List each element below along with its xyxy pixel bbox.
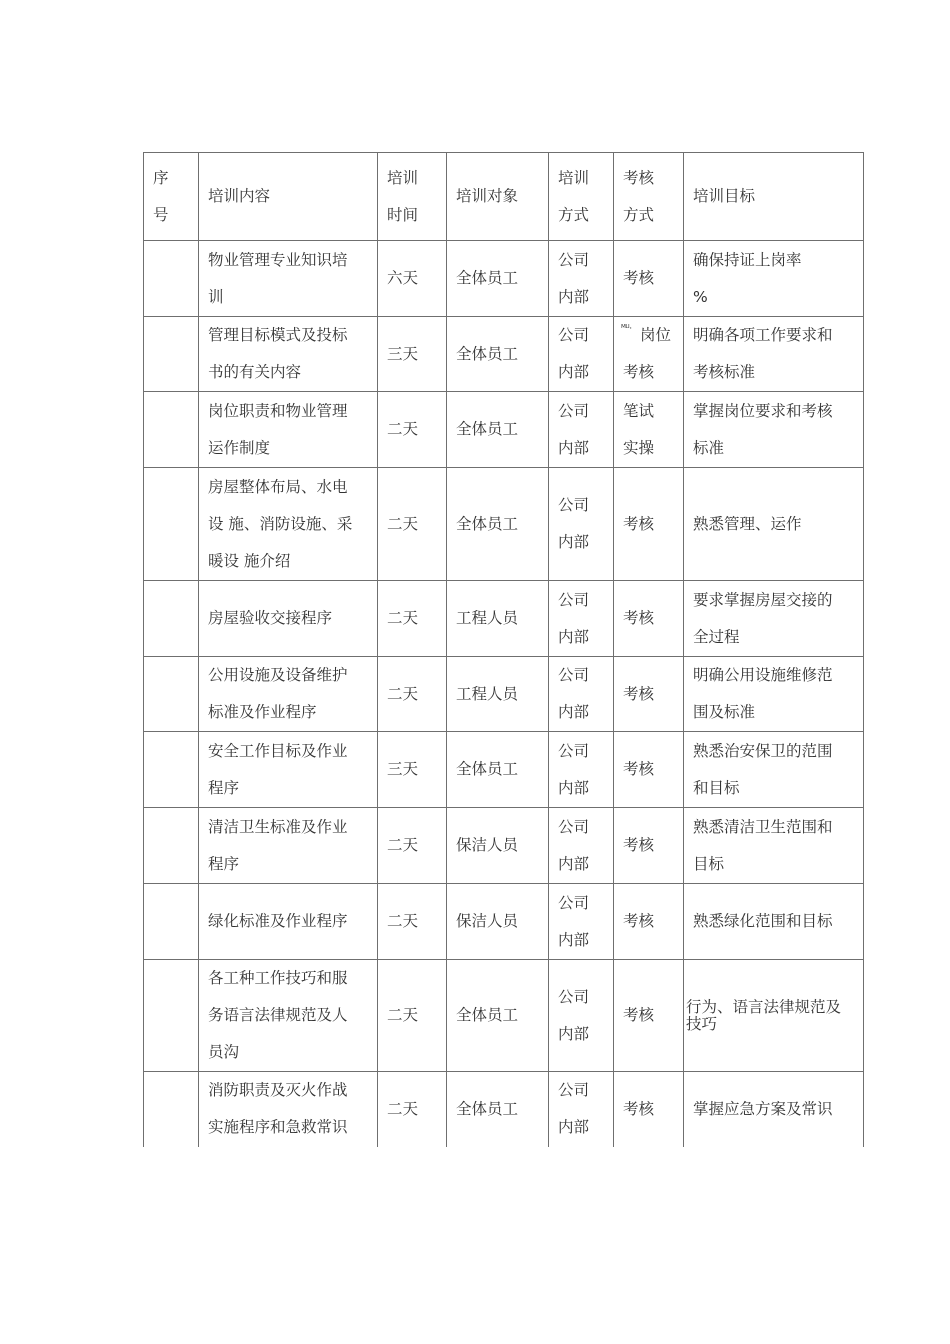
cell-content: 公用设施及设备维护 标准及作业程序 [199,657,378,732]
cell-method: 公司 内部 [549,392,614,468]
cell-seq [144,808,199,884]
cell-assessment: 考核 [614,732,684,808]
cell-assessment: ᴹᴸᴵ· 岗位 考核 [614,317,684,392]
cell-duration: 二天 [378,657,447,732]
cell-assessment: 考核 [614,884,684,960]
table-row [144,581,864,657]
table-row [144,657,864,732]
cell-method: 公司 内部 [549,317,614,392]
table-row [144,884,864,960]
cell-content: 管理目标模式及投标 书的有关内容 [199,317,378,392]
cell-target: 工程人员 [447,657,549,732]
cell-assessment: 考核 [614,960,684,1072]
table-row [144,392,864,468]
cell-seq [144,468,199,581]
cell-content: 绿化标准及作业程序 [199,884,378,960]
header-target: 培训对象 [447,153,549,241]
cell-target: 全体员工 [447,392,549,468]
table-row [144,317,864,392]
cell-method: 公司 内部 [549,657,614,732]
cell-content: 清洁卫生标准及作业 程序 [199,808,378,884]
cell-target: 全体员工 [447,960,549,1072]
cell-target: 保洁人员 [447,884,549,960]
cell-duration: 二天 [378,581,447,657]
cell-seq [144,732,199,808]
cell-duration: 二天 [378,960,447,1072]
table-header-row [144,153,864,241]
table-row [144,241,864,317]
cell-goal: 熟悉管理、运作 [684,468,864,581]
cell-goal: 确保持证上岗率 % [684,241,864,317]
cell-target: 保洁人员 [447,808,549,884]
training-plan-table [143,152,864,1147]
cell-duration: 六天 [378,241,447,317]
cell-seq [144,581,199,657]
cell-method: 公司 内部 [549,468,614,581]
cell-content: 消防职责及灭火作战 实施程序和急救常识 [199,1072,378,1147]
cell-duration: 二天 [378,1072,447,1147]
cell-assessment: 笔试 实操 [614,392,684,468]
cell-seq [144,1072,199,1147]
cell-seq [144,884,199,960]
header-duration: 培训 时间 [378,153,447,241]
table-row [144,1072,864,1147]
cell-seq [144,960,199,1072]
cell-content: 物业管理专业知识培 训 [199,241,378,317]
cell-target: 全体员工 [447,317,549,392]
cell-target: 全体员工 [447,241,549,317]
cell-goal: 熟悉治安保卫的范围 和目标 [684,732,864,808]
header-method: 培训 方式 [549,153,614,241]
cell-duration: 二天 [378,468,447,581]
assessment-prefix-mark: ᴹᴸᴵ· [621,324,632,334]
header-content: 培训内容 [199,153,378,241]
header-assessment: 考核 方式 [614,153,684,241]
cell-duration: 二天 [378,808,447,884]
header-goal: 培训目标 [684,153,864,241]
cell-goal: 要求掌握房屋交接的 全过程 [684,581,864,657]
cell-goal: 行为、语言法律规范及 技巧 [684,960,864,1072]
cell-assessment: 考核 [614,468,684,581]
cell-duration: 二天 [378,884,447,960]
cell-goal: 掌握岗位要求和考核 标准 [684,392,864,468]
cell-assessment: 考核 [614,241,684,317]
cell-content: 岗位职责和物业管理 运作制度 [199,392,378,468]
cell-seq [144,392,199,468]
cell-method: 公司 内部 [549,960,614,1072]
cell-content: 房屋整体布局、水电 设 施、消防设施、采 暖设 施介绍 [199,468,378,581]
cell-assessment: 考核 [614,581,684,657]
table-row [144,960,864,1072]
table-row [144,468,864,581]
cell-content: 各工种工作技巧和服 务语言法律规范及人 员沟 [199,960,378,1072]
cell-goal: 明确各项工作要求和 考核标准 [684,317,864,392]
cell-goal: 熟悉绿化范围和目标 [684,884,864,960]
cell-goal: 掌握应急方案及常识 [684,1072,864,1147]
cell-method: 公司 内部 [549,732,614,808]
cell-method: 公司 内部 [549,241,614,317]
header-seq: 序 号 [144,153,199,241]
cell-assessment: 考核 [614,1072,684,1147]
cell-seq [144,657,199,732]
cell-assessment: 考核 [614,657,684,732]
cell-method: 公司 内部 [549,1072,614,1147]
cell-target: 全体员工 [447,732,549,808]
cell-content: 房屋验收交接程序 [199,581,378,657]
cell-method: 公司 内部 [549,884,614,960]
cell-duration: 三天 [378,317,447,392]
cell-seq [144,317,199,392]
cell-target: 全体员工 [447,1072,549,1147]
table-row [144,808,864,884]
cell-assessment: 考核 [614,808,684,884]
table-row [144,732,864,808]
cell-target: 全体员工 [447,468,549,581]
cell-goal: 明确公用设施维修范 围及标准 [684,657,864,732]
cell-target: 工程人员 [447,581,549,657]
cell-method: 公司 内部 [549,808,614,884]
cell-duration: 二天 [378,392,447,468]
cell-content: 安全工作目标及作业 程序 [199,732,378,808]
cell-seq [144,241,199,317]
cell-goal: 熟悉清洁卫生范围和 目标 [684,808,864,884]
cell-duration: 三天 [378,732,447,808]
cell-method: 公司 内部 [549,581,614,657]
